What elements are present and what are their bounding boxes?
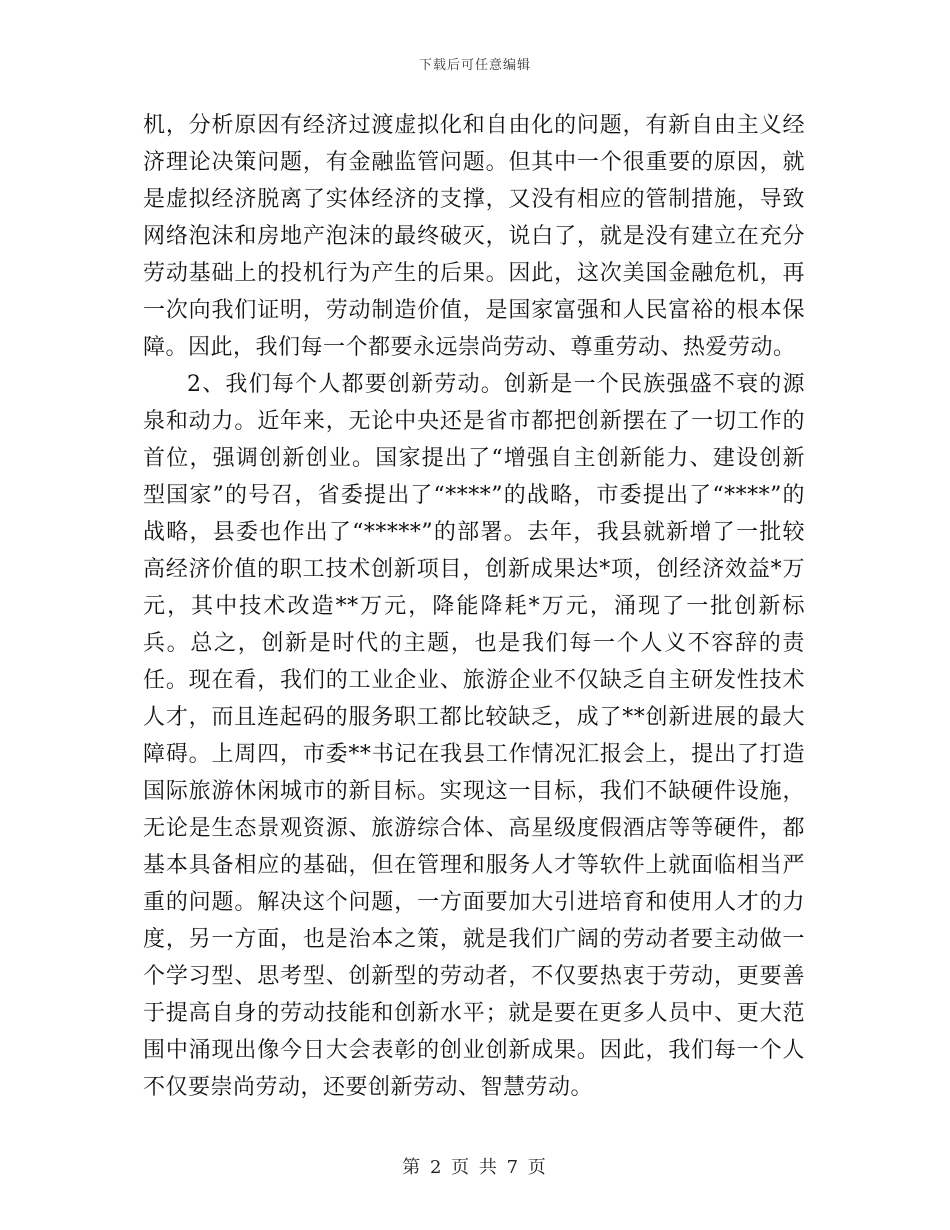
page-footer: 第 2 页 共 7 页 [402,1157,548,1178]
document-body [143,107,805,1106]
paragraph-2: 2、我们每个人都要创新劳动。创新是一个民族强盛不衰的源泉和动力。近年来，无论中央还是省市都把创新摆在了一切工作的首位，强调创新创业。国家提出了“增强自主创新能力、建设创新型国家”的号召，省委提出了“****”的战略，市委提出了“****”的战略，县委也作出了“*****”的部署。去年，我县就新增了一批较高经济价值的职工技术创新项目，创新成果达*项，创经济效益*万元，其中技术改造**万元，降能降耗*万元，涌现了一批创新标兵。总之，创新是时代的主题，也是我们每一个人义不容辞的责任。现在看，我们的工业企业、旅游企业不仅缺乏自主研发性技术人才，而且连起码的服务职工都比较缺乏，成了**创新进展的最大障碍。上周四，市委**书记在我县工作情况汇报会上，提出了打造国际旅游休闲城市的新目标。实现这一目标，我们不缺硬件设施，无论是生态景观资源、旅游综合体、高星级度假酒店等等硬件，都基本具备相应的基础，但在管理和服务人才等软件上就面临相当严重的问题。解决这个问题，一方面要加大引进培育和使用人才的力度，另一方面，也是治本之策，就是我们广阔的劳动者要主动做一个学习型、思考型、创新型的劳动者，不仅要热衷于劳动，更要善于提高自身的劳动技能和创新水平；就是要在更多人员中、更大范围中涌现出像今日大会表彰的创业创新成果。因此，我们每一个人不仅要崇尚劳动，还要创新劳动、智慧劳动。 [143,372,805,1100]
page-header: 下载后可任意编辑 [418,58,531,73]
paragraph-1: 机，分析原因有经济过渡虚拟化和自由化的问题，有新自由主义经济理论决策问题，有金融监管问题。但其中一个很重要的原因，就是虚拟经济脱离了实体经济的支撑，又没有相应的管制措施，导致网络泡沫和房地产泡沫的最终破灭，说白了，就是没有建立在充分劳动基础上的投机行为产生的后果。因此，这次美国金融危机，再一次向我们证明，劳动制造价值，是国家富强和人民富裕的根本保障。因此，我们每一个都要永远崇尚劳动、尊重劳动、热爱劳动。 [143,113,805,360]
